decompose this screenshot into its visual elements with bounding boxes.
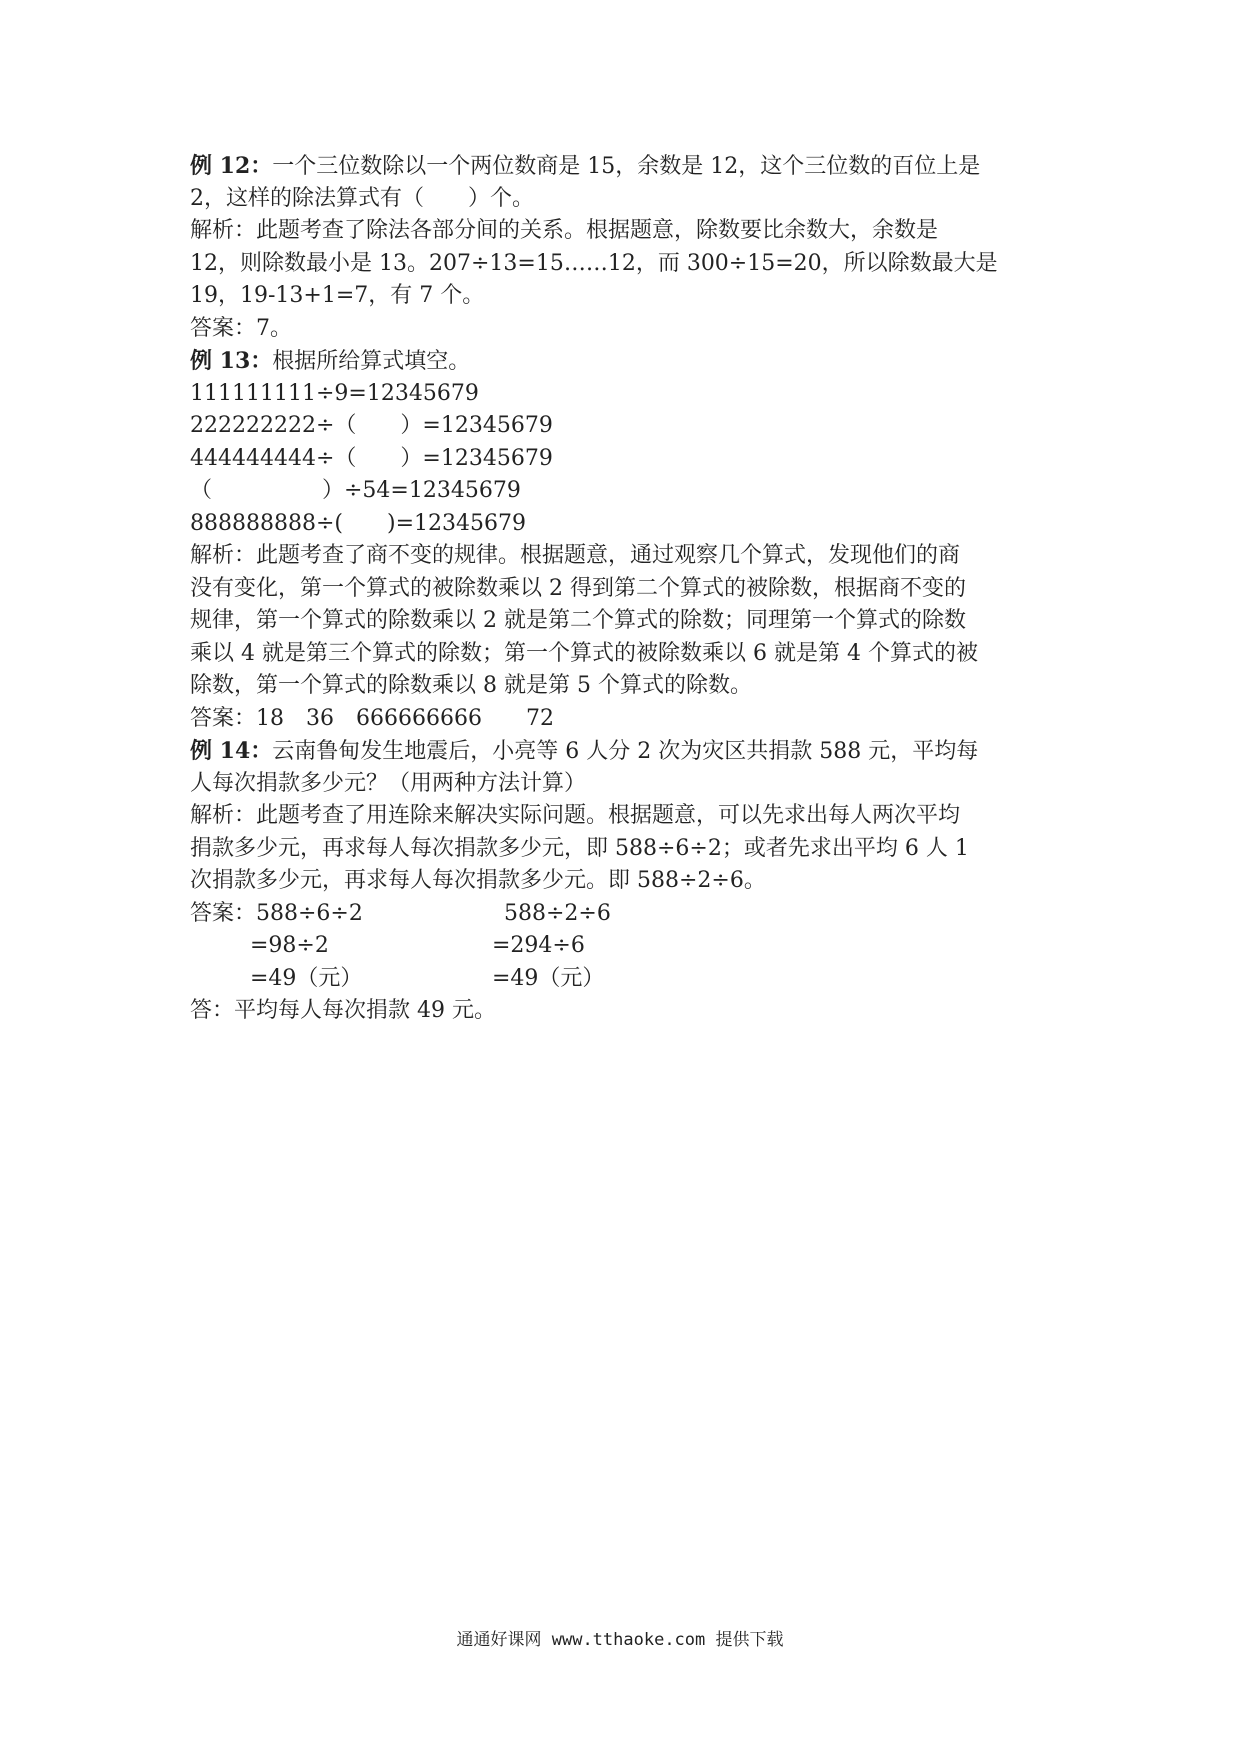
- ex13-analysis-line-3: 规律，第一个算式的除数乘以 2 就是第二个算式的除数；同理第一个算式的除数: [190, 608, 966, 633]
- ex13-answer: 答案：18 36 666666666 72: [190, 705, 554, 731]
- ex13-equation-5: 888888888÷( )=12345679: [190, 510, 526, 536]
- ex14-method1-step2: =98÷2: [250, 933, 329, 958]
- ex14-method1-step3: =49（元）: [250, 965, 363, 991]
- ex14-answer-row-3: [190, 963, 1070, 996]
- ex14-method2-step2: =294÷6: [492, 933, 585, 958]
- ex12-answer: 答案：7。: [190, 315, 292, 341]
- ex13-equation-2: 222222222÷（ ）=12345679: [190, 413, 553, 438]
- ex12-analysis-line-1: 解析：此题考查了除法各部分间的关系。根据题意，除数要比余数大，余数是: [190, 218, 939, 243]
- ex14-answer-row-2: [190, 930, 1070, 963]
- footer-download-note: 通通好课网 www.tthaoke.com 提供下载: [456, 1630, 784, 1650]
- ex14-analysis-line-1: 解析：此题考查了用连除来解决实际问题。根据题意，可以先求出每人两次平均: [190, 803, 961, 828]
- ex14-final-answer: 答：平均每人每次捐款 49 元。: [190, 998, 496, 1023]
- ex12-question-line-1: [190, 150, 1070, 183]
- ex14-question-line-2: 人每次捐款多少元？（用两种方法计算）: [190, 770, 587, 796]
- ex14-method2-step3: =49（元）: [492, 965, 605, 991]
- ex14-answer-prefix: 答案：: [190, 900, 257, 926]
- ex13-question-line: [190, 345, 1070, 378]
- document-body: [190, 150, 1070, 1028]
- ex12-label: 例 12：: [190, 153, 273, 179]
- ex13-analysis-line-4: 乘以 4 就是第三个算式的除数；第一个算式的被除数乘以 6 就是第 4 个算式的被: [190, 640, 978, 666]
- ex14-question-text: 云南鲁甸发生地震后，小亮等 6 人分 2 次为灾区共捐款 588 元，平均每: [272, 739, 979, 764]
- ex14-answer-row-1: [190, 898, 1070, 931]
- ex14-label: 例 14：: [190, 738, 273, 764]
- ex13-question-text: 根据所给算式填空。: [272, 349, 471, 374]
- ex13-analysis-line-2: 没有变化，第一个算式的被除数乘以 2 得到第二个算式的被除数，根据商不变的: [190, 575, 966, 601]
- ex13-label: 例 13：: [190, 348, 273, 374]
- ex12-analysis-line-3: 19，19-13+1=7，有 7 个。: [190, 283, 485, 308]
- ex12-question-line-2: 2，这样的除法算式有（ ）个。: [190, 185, 534, 211]
- ex13-equation-4: （ ）÷54=12345679: [190, 478, 521, 503]
- ex14-question-line-1: [190, 735, 1070, 768]
- ex14-analysis-line-2: 捐款多少元，再求每人每次捐款多少元，即 588÷6÷2；或者先求出平均 6 人 1: [190, 835, 969, 861]
- ex12-question-text: 一个三位数除以一个两位数商是 15，余数是 12，这个三位数的百位上是: [272, 154, 981, 179]
- ex13-analysis-line-5: 除数，第一个算式的除数乘以 8 就是第 5 个算式的除数。: [190, 673, 752, 698]
- ex13-equation-1: 111111111÷9=12345679: [190, 380, 479, 406]
- ex12-analysis-line-2: 12，则除数最小是 13。207÷13=15……12，而 300÷15=20，所以除数最大是: [190, 250, 998, 276]
- ex14-method1-step1: 588÷6÷2: [256, 900, 363, 926]
- ex13-analysis-line-1: 解析：此题考查了商不变的规律。根据题意，通过观察几个算式，发现他们的商: [190, 543, 961, 568]
- ex14-analysis-line-3: 次捐款多少元，再求每人每次捐款多少元。即 588÷2÷6。: [190, 868, 766, 893]
- ex14-method2-step1: 588÷2÷6: [504, 900, 611, 926]
- ex13-equation-3: 444444444÷（ ）=12345679: [190, 445, 553, 471]
